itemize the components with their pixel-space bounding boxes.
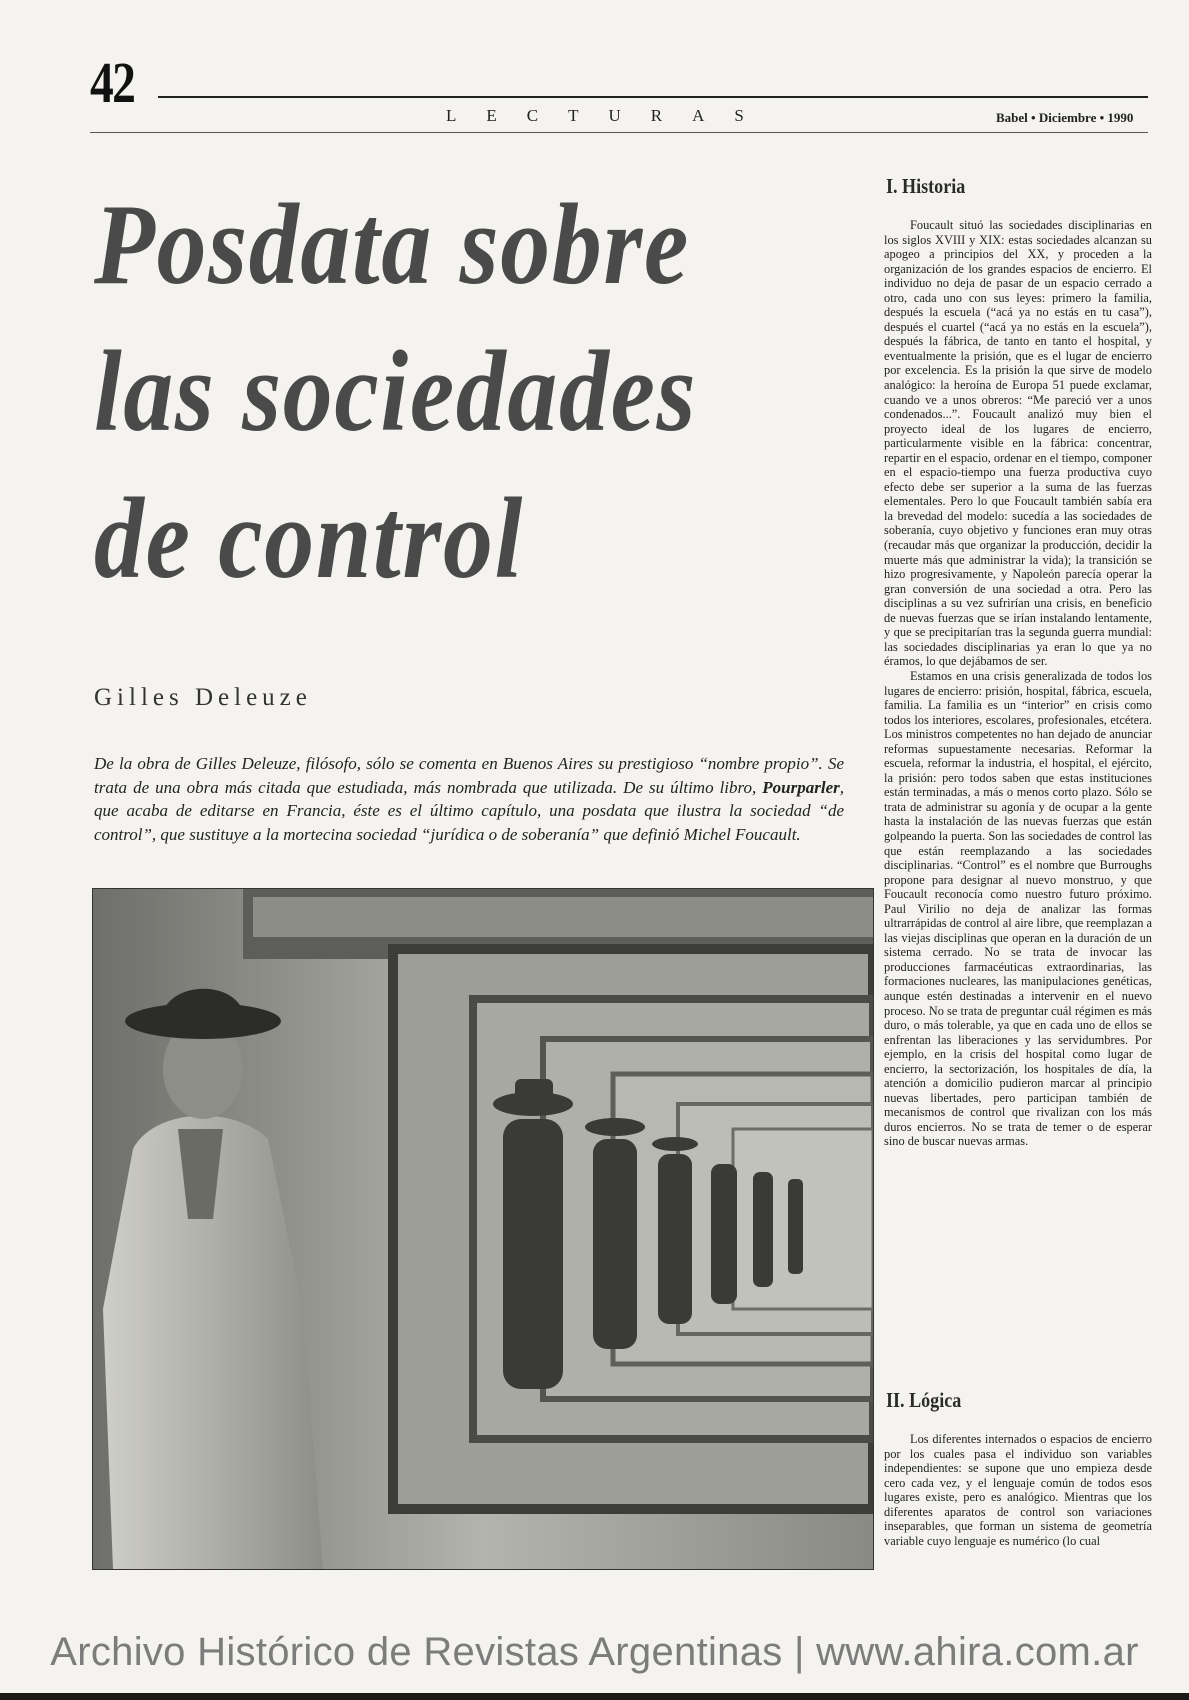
- page-number: 42: [90, 50, 135, 115]
- intro-book-title: Pourparler: [762, 777, 840, 797]
- photo-illustration: [93, 889, 873, 1569]
- article-title: [94, 172, 748, 613]
- title-line: de control: [94, 475, 525, 603]
- article-column: [884, 218, 1152, 1149]
- intro-text: De la obra de Gilles Deleuze, filósofo, sólo se comenta en Buenos Aires su prestigioso “nombre propio”. Se trata de una obra más citada que estudiada, más nombrada que utilizada. De su último libro,: [94, 754, 844, 797]
- section-heading: I. Historia: [886, 174, 966, 198]
- paragraph: Foucault situó las sociedades disciplinarias en los siglos XVIII y XIX: estas sociedades alcanzan su apogeo a principios del XX, y proceden a la organización de los grandes espacios de encierro. El individuo no deja de pasar de un espacio cerrado a otro, cada uno con sus leyes: primero la familia, después la escuela (“acá ya no estás en tu casa”), después el cuartel (“acá ya no estás en la escuela”), después la fábrica, de tanto en tanto el hospital, y eventualmente la prisión, que es el lugar de encierro por excelencia. Es la prisión la que sirve de modelo analógico: la heroína de Europa 51 puede exclamar, cuando ve a unos obreros: “Me pareció ver a unos condenados...”. Foucault analizó muy bien el proyecto ideal de los lugares de encierro, particularmente visible en la fábrica: concentrar, repartir en el espacio, ordenar en el tiempo, componer en el espacio-tiempo una fuerza productiva cuyo efecto debe ser superior a la suma de las fuerzas elementales. Pero lo que Foucault también sabía era la brevedad del modelo: sucedía a las sociedades de soberanía, cuyo objetivo y funciones eran muy otras (recaudar más que organizar la producción, decidir la muerte más que administrar la vida); la transición se hizo progresivamente, y Napoleón parecía operar la gran conversión de una sociedad a otra. Pero las disciplinas a su vez sufrirían una crisis, en beneficio de nuevas fuerzas que se irían instalando lentamente, y que se precipitarían tras la segunda guerra mundial: las sociedades disciplinarias ya eran lo que ya no éramos, lo que dejábamos de ser.: [884, 218, 1152, 669]
- issue-info: Babel • Diciembre • 1990: [996, 110, 1134, 125]
- footer-bar: [0, 1693, 1189, 1700]
- header-underline: [90, 132, 1148, 133]
- intro-text: , que acaba de editarse en Francia, éste es el último capítulo, una posdata que ilustra la sociedad “de control”, que sustituye a la mortecina sociedad “jurídica o de soberanía” que definió Michel Foucault.: [94, 777, 844, 844]
- title-line: Posdata sobre: [94, 181, 690, 309]
- article-column: [884, 1432, 1152, 1548]
- paragraph: Los diferentes internados o espacios de encierro por los cuales pasa el individuo son variables independientes: se supone que uno empieza desde cero cada vez, y el lenguaje común de todos esos lugares existe, pero es analógico. Mientras que los diferentes aparatos de control son variaciones inseparables, que forman un sistema de geometría variable cuyo lenguaje es numérico (lo cual: [884, 1432, 1152, 1548]
- paragraph: Estamos en una crisis generalizada de todos los lugares de encierro: prisión, hospital, fábrica, escuela, familia. La familia es un “interior” en crisis como todos los interiores, escolares, profesionales, etcétera. Los ministros competentes no han dejado de anunciar reformas supuestamente necesarias. Reformar la escuela, reformar la industria, el hospital, el ejército, la prisión: pero todos saben que estas instituciones están terminadas, a más o menos corto plazo. Sólo se trata de administrar su agonía y de ocupar a la gente hasta la instalación de las nuevas fuerzas que están golpeando la puerta. Son las sociedades de control las que están reemplazando a las sociedades disciplinarias. “Control” es el nombre que Burroughs propone para designar al nuevo monstruo, y que Foucault reconocía como nuestro futuro próximo. Paul Virilio no deja de analizar las formas ultrarrápidas de control al aire libre, que reemplazan a las viejas disciplinas que operan en la duración de un sistema cerrado. No se trata de invocar las producciones farmacéuticas extraordinarias, las formaciones nucleares, las manipulaciones genéticas, aunque estén destinadas a intervenir en el nuevo proceso. No se trata de preguntar cuál régimen es más duro, o más tolerable, ya que en cada uno de ellos se enfrentan las liberaciones y las servidumbres. Por ejemplo, en la crisis del hospital como lugar de encierro, la sectorización, los hospitales de día, la atención a domicilio pudieron marcar al principio nuevas libertades, pero participan también de mecanismos de control que rivalizan con los más duros encierros. No se trata de temer o de esperar sino de buscar nuevas armas.: [884, 668, 1152, 1149]
- author-photo: [92, 888, 874, 1570]
- header-rule: [158, 96, 1148, 98]
- title-line: las sociedades: [94, 328, 698, 456]
- section-heading: II. Lógica: [886, 1388, 962, 1412]
- article-intro: [94, 752, 844, 846]
- section-title: LECTURAS: [446, 106, 774, 125]
- archive-footer: Archivo Histórico de Revistas Argentinas | www.ahira.com.ar: [50, 1630, 1139, 1674]
- author-byline: Gilles Deleuze: [94, 684, 312, 711]
